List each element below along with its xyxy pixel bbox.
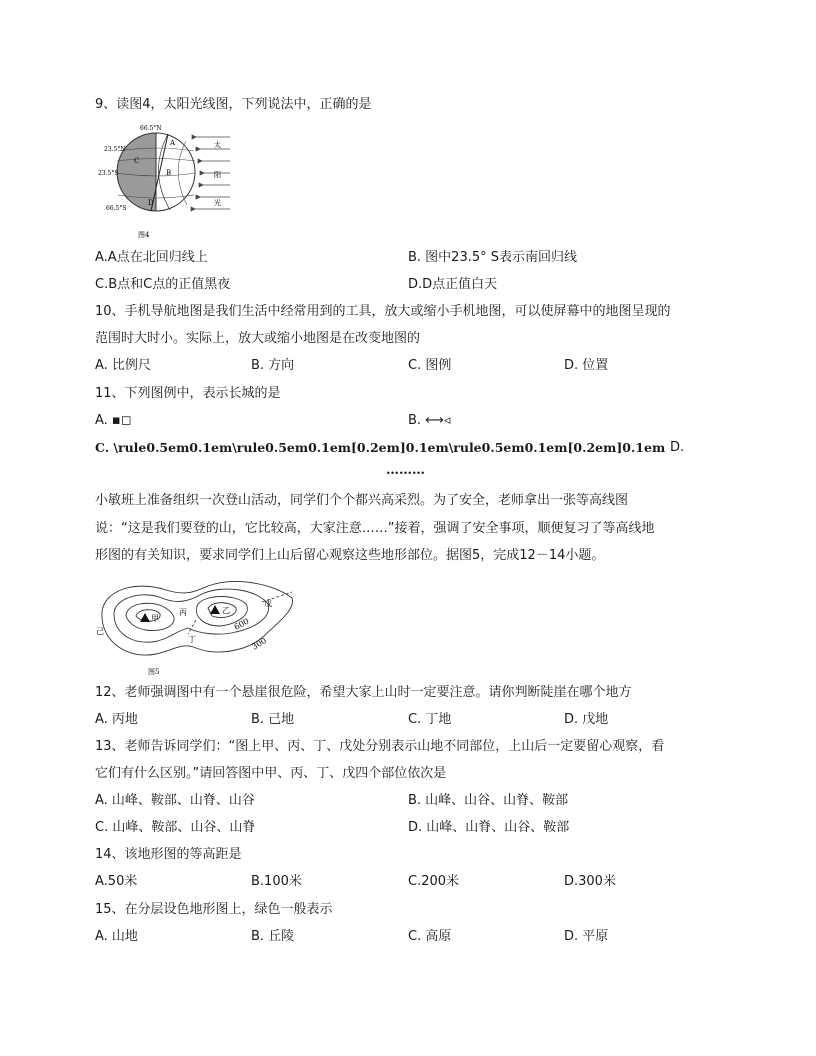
lat-label-66s: 66.5°S xyxy=(106,205,127,212)
q9-option-d[interactable]: D.D点正值白天 xyxy=(408,277,498,292)
q10-option-c[interactable]: C. 图例 xyxy=(408,358,452,373)
q9-option-a[interactable]: A.A点在北回归线上 xyxy=(95,250,208,265)
q13-option-c[interactable]: C. 山峰、鞍部、山谷、山脊 xyxy=(95,820,256,835)
lat-label-23n: 23.5°N xyxy=(104,146,126,153)
q11-stem: 11、下列图例中，表示长城的是 xyxy=(95,386,281,401)
point-label-b: B xyxy=(166,169,172,177)
q11-option-a[interactable]: A. ▪◻ xyxy=(95,413,132,428)
q10-option-b[interactable]: B. 方向 xyxy=(251,358,295,373)
q11-option-c[interactable]: C. \rule0.5em0.1em\rule0.5em0.1em[0.2em]0.1em\rule0.5em0.1em[0.2em]0.1em xyxy=(95,440,666,455)
q14-option-d[interactable]: D.300米 xyxy=(564,874,616,889)
q12-option-a[interactable]: A. 丙地 xyxy=(95,712,138,727)
q15-option-c[interactable]: C. 高原 xyxy=(408,929,452,944)
q12-option-b[interactable]: B. 己地 xyxy=(251,712,295,727)
q15-option-d[interactable]: D. 平原 xyxy=(564,929,609,944)
q13-stem-line1: 13、老师告诉同学们：“图上甲、丙、丁、戊处分别表示山地不同部位，上山后一定要留心观察，看 xyxy=(95,739,665,754)
q13-stem-line2: 它们有什么区别。”请回答图中甲、丙、丁、戊四个部位依次是 xyxy=(95,766,447,781)
q14-option-b[interactable]: B.100米 xyxy=(251,874,302,889)
contour-label-600: 600 xyxy=(232,616,251,632)
q10-option-a[interactable]: A. 比例尺 xyxy=(95,358,151,373)
q11-option-d-ellipsis: ……… xyxy=(386,463,425,478)
point-label-c: C xyxy=(134,157,140,165)
label-wu: 戊 xyxy=(264,599,272,608)
q13-option-b[interactable]: B. 山峰、山谷、山脊、鞍部 xyxy=(408,793,569,808)
q14-option-c[interactable]: C.200米 xyxy=(408,874,460,889)
q10-stem-line2: 范围时大时小。实际上，放大或缩小地图是在改变地图的 xyxy=(95,331,421,346)
q10-option-d[interactable]: D. 位置 xyxy=(564,358,609,373)
q10-stem-line1: 10、手机导航地图是我们生活中经常用到的工具，放大或缩小手机地图，可以使屏幕中的地图呈现的 xyxy=(95,304,671,319)
q15-option-a[interactable]: A. 山地 xyxy=(95,929,138,944)
q9-stem: 9、读图4，太阳光线图，下列说法中，正确的是 xyxy=(95,97,372,112)
q15-option-b[interactable]: B. 丘陵 xyxy=(251,929,295,944)
figure-5-contour-map xyxy=(96,574,296,678)
q11-option-d[interactable]: D. xyxy=(670,440,685,455)
q13-option-a[interactable]: A. 山峰、鞍部、山脊、山谷 xyxy=(95,793,255,808)
q13-option-d[interactable]: D. 山峰、山脊、山谷、鞍部 xyxy=(408,820,570,835)
label-jia: 甲 xyxy=(151,614,159,623)
label-ding: 丁 xyxy=(188,635,196,644)
passage-line2: 说：“这是我们要登的山，它比较高，大家注意……”接着，强调了安全事项，顺便复习了等高线地 xyxy=(95,521,655,536)
q9-option-c[interactable]: C.B点和C点的正值黑夜 xyxy=(95,277,231,292)
sun-char-1: 太 xyxy=(214,141,221,149)
q15-stem: 15、在分层设色地形图上，绿色一般表示 xyxy=(95,902,333,917)
q14-option-a[interactable]: A.50米 xyxy=(95,874,138,889)
point-label-a: A xyxy=(170,139,176,147)
q14-stem: 14、该地形图的等高距是 xyxy=(95,847,242,862)
label-yi: 乙 xyxy=(222,606,230,615)
figure-5-caption: 图5 xyxy=(148,668,160,676)
passage-line3: 形图的有关知识，要求同学们上山后留心观察这些地形部位。据图5，完成12－14小题。 xyxy=(95,548,605,563)
figure-4-sunlight-diagram xyxy=(96,123,236,241)
q12-stem: 12、老师强调图中有一个悬崖很危险，希望大家上山时一定要注意。请你判断陡崖在哪个地方 xyxy=(95,685,632,700)
passage-line1: 小敏班上准备组织一次登山活动，同学们个个都兴高采烈。为了安全，老师拿出一张等高线图 xyxy=(95,493,629,508)
sun-char-3: 光 xyxy=(214,199,221,207)
q9-option-b[interactable]: B. 图中23.5° S表示南回归线 xyxy=(408,250,578,265)
label-ji: 己 xyxy=(96,627,104,636)
lat-label-66n: 66.5°N xyxy=(140,125,162,132)
q12-option-c[interactable]: C. 丁地 xyxy=(408,712,452,727)
point-label-d: D xyxy=(148,199,154,207)
contour-label-300: 300 xyxy=(250,635,269,652)
q11-option-b[interactable]: B. ⟷◃ xyxy=(408,413,451,428)
q12-option-d[interactable]: D. 戊地 xyxy=(564,712,609,727)
sun-char-2: 阳 xyxy=(214,171,221,179)
label-bing: 丙 xyxy=(179,608,187,617)
figure-4-caption: 图4 xyxy=(138,231,150,239)
lat-label-23s: 23.5°S xyxy=(98,170,119,177)
